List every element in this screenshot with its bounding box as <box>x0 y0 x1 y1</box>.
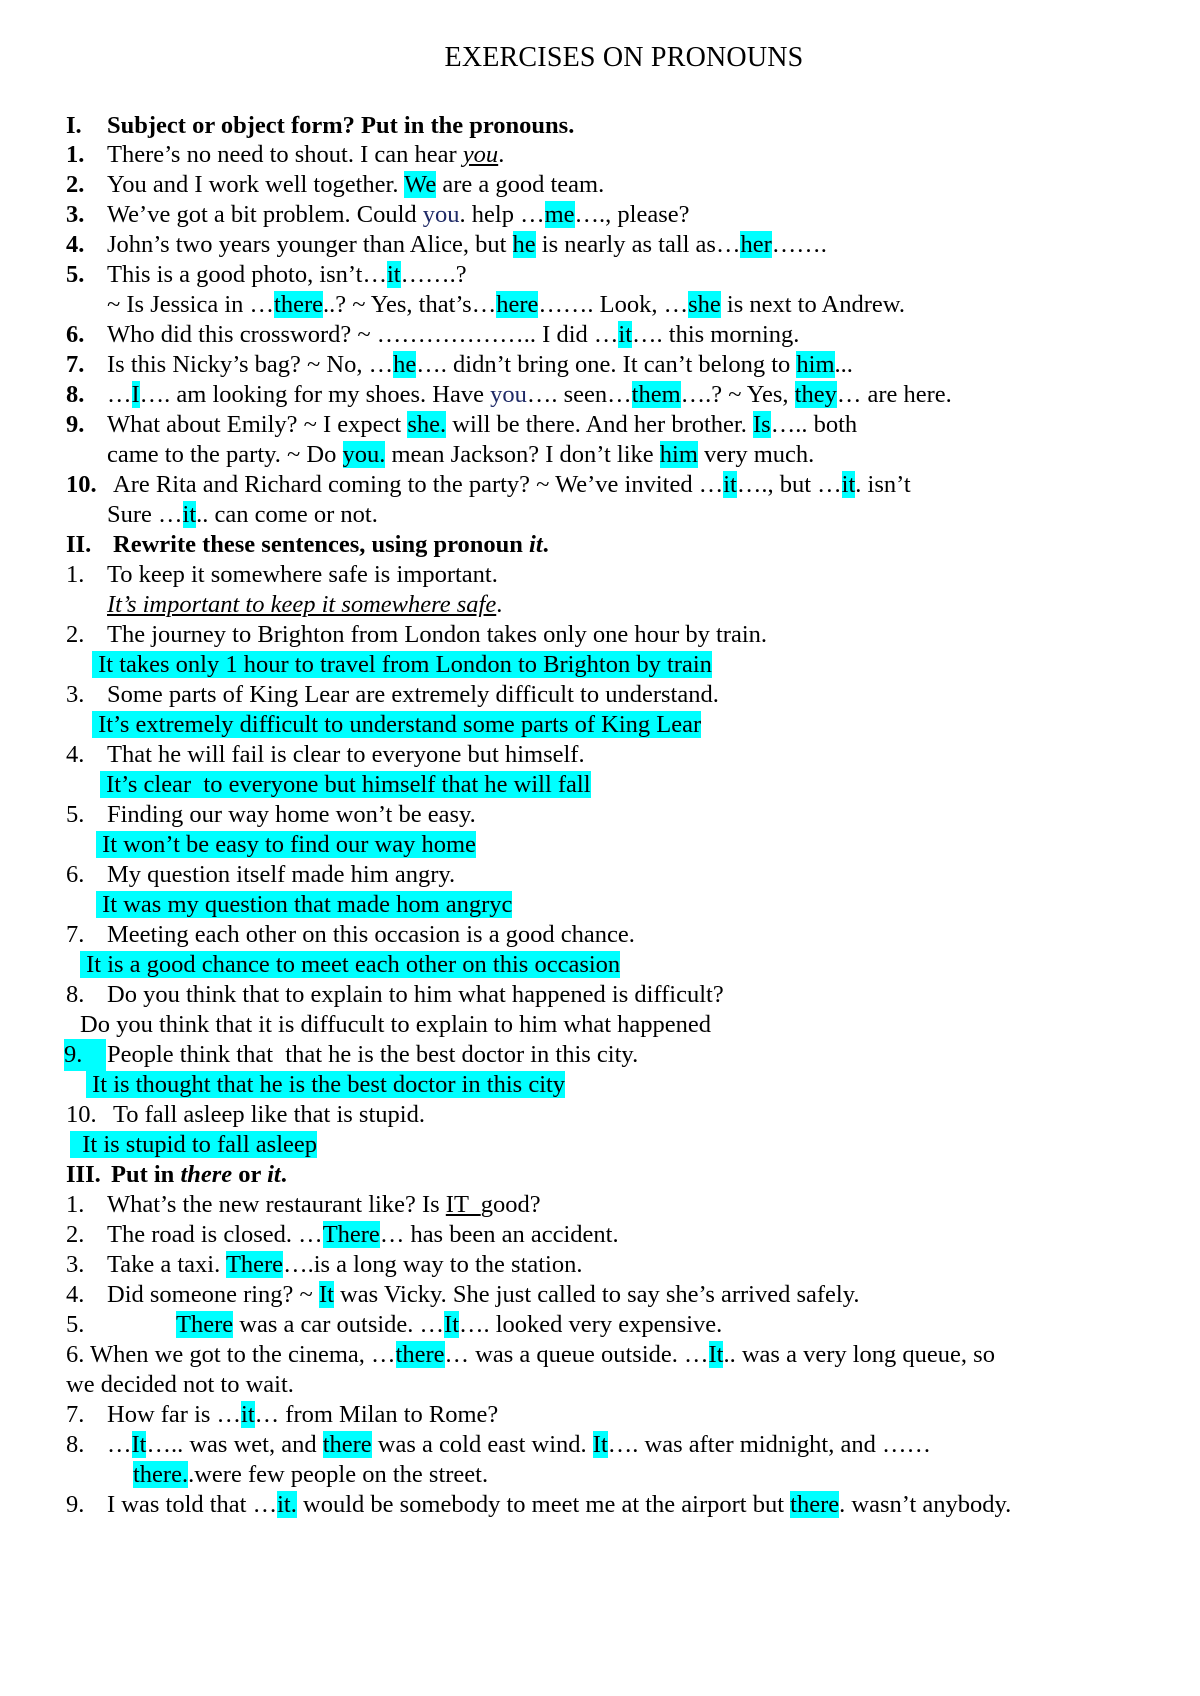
exercise-line: How far is …it… from Milan to Rome? <box>107 1401 499 1428</box>
exercise-line: What’s the new restaurant like? Is IT good? <box>107 1191 541 1218</box>
answer-highlight: there <box>395 1341 445 1368</box>
answer-highlight: it <box>723 471 737 498</box>
item-number: 6. <box>66 861 85 888</box>
exercise-line: …I…. am looking for my shoes. Have you…. seen…them….? ~ Yes, they… are here. <box>107 381 952 408</box>
item-number: 4. <box>66 1281 85 1308</box>
answer-highlight: It won’t be easy to find our way home <box>96 831 476 858</box>
item-number: 3. <box>66 1251 85 1278</box>
item-number: 5. <box>66 801 85 828</box>
item-number: 6. <box>66 321 85 348</box>
answer-highlight: It <box>708 1341 724 1368</box>
answer-highlight: here <box>496 291 539 318</box>
answer-highlight: he <box>512 231 536 258</box>
exercise-line: Who did this crossword? ~ ……………….. I did …it…. this morning. <box>107 321 800 348</box>
item-number: 7. <box>66 351 85 378</box>
answer-highlight: her <box>740 231 772 258</box>
answer-highlight: there <box>790 1491 840 1518</box>
item-number: 2. <box>66 1221 85 1248</box>
section-3-number: III. <box>66 1161 101 1188</box>
answer-highlight: I <box>131 381 140 408</box>
exercise-line: John’s two years younger than Alice, but he is nearly as tall as…her……. <box>107 231 827 258</box>
answer-highlight: it <box>618 321 633 348</box>
question-line: To fall asleep like that is stupid. <box>113 1101 425 1128</box>
answer-highlight: me <box>544 201 575 228</box>
question-line: Finding our way home won’t be easy. <box>107 801 476 828</box>
answer-highlight: There <box>176 1311 234 1338</box>
answer-line <box>96 889 512 921</box>
answer-highlight: there <box>274 291 324 318</box>
item-number: 2. <box>66 171 85 198</box>
answer-highlight: it. <box>277 1491 297 1518</box>
answer-highlight: It is stupid to fall asleep <box>70 1131 317 1158</box>
page-title: EXERCISES ON PRONOUNS <box>444 42 804 73</box>
section-1-number: I. <box>66 112 82 139</box>
question-line: Do you think that to explain to him what happened is difficult? <box>107 981 724 1008</box>
answer-highlight: Is <box>753 411 771 438</box>
answer-highlight: It takes only 1 hour to travel from London to Brighton by train <box>92 651 712 678</box>
exercise-line: 6. When we got to the cinema, …there… was a queue outside. …It.. was a very long queue, so <box>66 1341 995 1368</box>
answer-highlight: him <box>659 441 698 468</box>
answer-line: It’s important to keep it somewhere safe. <box>107 591 503 618</box>
question-line: Some parts of King Lear are extremely difficult to understand. <box>107 681 719 708</box>
section-1-heading: Subject or object form? Put in the pronouns. <box>107 112 575 139</box>
answer-highlight: it <box>386 261 401 288</box>
answer-highlight: it <box>182 501 197 528</box>
exercise-line: This is a good photo, isn’t…it…….? <box>107 261 467 288</box>
answer-highlight: it <box>241 1401 255 1428</box>
question-line: The journey to Brighton from London takes only one hour by train. <box>107 621 768 648</box>
answer-highlight: It is thought that he is the best doctor in this city <box>86 1071 566 1098</box>
item-number: 8. <box>66 1431 85 1458</box>
section-3-heading: Put in there or it. <box>111 1161 287 1188</box>
question-line: That he will fail is clear to everyone but himself. <box>107 741 585 768</box>
answer-text: you <box>462 141 499 168</box>
item-number: 8. <box>66 981 85 1008</box>
exercise-line: Take a taxi. There….is a long way to the station. <box>107 1251 583 1278</box>
answer-highlight: There <box>225 1251 284 1278</box>
answer-highlight: you. <box>342 441 386 468</box>
section-2-heading: Rewrite these sentences, using pronoun it. <box>113 531 549 558</box>
answer-highlight: It was my question that made hom angryc <box>96 891 513 918</box>
answer-highlight: them <box>631 381 681 408</box>
answer-line <box>96 829 476 861</box>
exercise-line: I was told that …it. would be somebody to meet me at the airport but there. wasn’t anybody. <box>107 1491 1012 1518</box>
item-number: 7. <box>66 921 85 948</box>
answer-line <box>100 769 591 801</box>
item-number: 4. <box>66 231 85 258</box>
exercise-line: ~ Is Jessica in …there..? ~ Yes, that’s…here……. Look, …she is next to Andrew. <box>107 291 905 318</box>
answer-highlight: It’s clear to everyone but himself that he will fall <box>100 771 591 798</box>
item-number: 10. <box>66 1101 97 1128</box>
answer-highlight: It <box>444 1311 459 1338</box>
exercise-line: There was a car outside. …It…. looked very expensive. <box>176 1311 723 1338</box>
answer-highlight: she <box>688 291 721 318</box>
item-number: 9. <box>66 411 85 438</box>
answer-text: IT <box>445 1191 481 1218</box>
question-line: To keep it somewhere safe is important. <box>107 561 498 588</box>
answer-line <box>80 949 620 981</box>
answer-highlight: they <box>794 381 837 408</box>
exercise-line: Are Rita and Richard coming to the party? ~ We’ve invited …it…., but …it. isn’t <box>113 471 911 498</box>
item-number: 1. <box>66 1191 85 1218</box>
answer-line: Do you think that it is diffucult to explain to him what happened <box>80 1011 712 1038</box>
item-number: 4. <box>66 741 85 768</box>
item-number: 8. <box>66 381 85 408</box>
answer-highlight: him <box>796 351 835 378</box>
question-line: Meeting each other on this occasion is a good chance. <box>107 921 635 948</box>
item-number: 2. <box>66 621 85 648</box>
exercise-line: came to the party. ~ Do you. mean Jackson? I don’t like him very much. <box>107 441 815 468</box>
exercise-line: We’ve got a bit problem. Could you. help …me…., please? <box>107 201 690 228</box>
item-number: 3. <box>66 201 85 228</box>
answer-highlight: she. <box>407 411 447 438</box>
answer-text: It’s important to keep it somewhere safe <box>107 591 497 618</box>
answer-highlight: It is a good chance to meet each other on this occasion <box>80 951 621 978</box>
exercise-line: we decided not to wait. <box>66 1371 294 1398</box>
answer-line <box>86 1069 565 1101</box>
answer-highlight: there. <box>133 1461 189 1488</box>
exercise-line: …It….. was wet, and there was a cold east wind. It…. was after midnight, and …… <box>107 1431 931 1458</box>
exercise-line: Is this Nicky’s bag? ~ No, …he…. didn’t bring one. It can’t belong to him... <box>107 351 853 378</box>
item-number: 7. <box>66 1401 85 1428</box>
item-number: 5. <box>66 1311 85 1338</box>
item-number: 5. <box>66 261 85 288</box>
answer-highlight: It’s extremely difficult to understand some parts of King Lear <box>92 711 702 738</box>
exercise-line: You and I work well together. We are a good team. <box>107 171 605 198</box>
exercise-line: Sure …it.. can come or not. <box>107 501 378 528</box>
item-number: 1. <box>66 561 85 588</box>
question-line: My question itself made him angry. <box>107 861 456 888</box>
answer-highlight: It <box>318 1281 334 1308</box>
section-2-number: II. <box>66 531 92 558</box>
exercise-line: Did someone ring? ~ It was Vicky. She just called to say she’s arrived safely. <box>107 1281 860 1308</box>
exercise-line: The road is closed. …There… has been an accident. <box>107 1221 619 1248</box>
exercise-line: There’s no need to shout. I can hear you. <box>107 141 505 168</box>
answer-highlight: We <box>404 171 437 198</box>
exercise-line: What about Emily? ~ I expect she. will be there. And her brother. Is….. both <box>107 411 858 438</box>
item-number: 1. <box>66 141 85 168</box>
answer-line <box>70 1129 317 1161</box>
item-number: 9. <box>66 1491 85 1518</box>
answer-highlight: he <box>393 351 417 378</box>
question-line: People think that that he is the best doctor in this city. <box>107 1041 639 1068</box>
answer-line <box>92 709 701 741</box>
item-number: 9. <box>64 1039 106 1071</box>
exercise-line: there..were few people on the street. <box>133 1461 489 1488</box>
item-number: 3. <box>66 681 85 708</box>
answer-highlight: It <box>131 1431 147 1458</box>
answer-line <box>92 649 712 681</box>
item-number: 10. <box>66 471 97 498</box>
answer-highlight: it <box>841 471 856 498</box>
answer-highlight: there <box>322 1431 372 1458</box>
answer-highlight: There <box>322 1221 380 1248</box>
answer-highlight: It <box>592 1431 608 1458</box>
